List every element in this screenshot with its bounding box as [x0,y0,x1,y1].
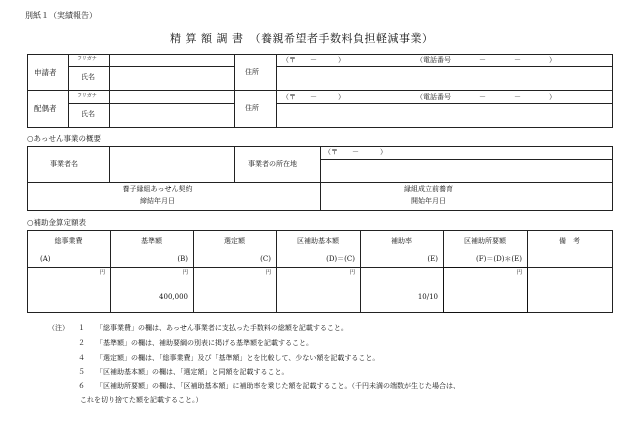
spouse-label: 配偶者 [34,104,57,113]
col-base-amount-label: 区補助基本額 [297,237,339,245]
applicant-postal: （〒 － ） [282,56,345,64]
note-text: 「区補助基本額」の欄は、「選定額」と同額を記載すること。 [96,368,289,376]
col-selected-label: 選定額 [224,237,245,245]
col-standard-value: 400,000 [159,293,188,301]
spouse-furigana-label: フリガナ [77,93,97,99]
col-standard-code: (B) [177,255,188,263]
trial-start-label-2: 開始年月日 [411,197,446,205]
note-number: １ [78,324,85,332]
note-number: ２ [78,339,85,347]
note-text: 「選定額」の欄は、「総事業費」及び「基準額」とを比較して、少ない額を記載すること。 [96,354,380,362]
applicant-address-label: 住所 [245,68,259,76]
col-rate-value: 10/10 [417,293,438,301]
header-label: 別紙１（実績報告） [25,11,97,20]
note-number: ５ [78,368,85,376]
note-text: 「基準額」の欄は、補助要綱の別表に掲げる基準額を記載すること。 [96,339,313,347]
col-remarks-label: 備 考 [559,237,580,245]
col-required-amount-code: (F)＝(D)＊(E) [476,255,522,263]
operator-name-label: 事業者名 [50,160,78,168]
operator-address-label: 事業者の所在地 [248,160,297,168]
col-rate-label: 補助率 [391,237,412,245]
spouse-phone: （電話番号 － － ） [416,93,556,101]
col-required-amount-unit: 円 [516,270,522,276]
col-required-amount-label: 区補助所要額 [464,237,506,245]
note-continuation: これを切り捨てた額を記載すること。） [80,396,203,404]
spouse-postal: （〒 － ） [282,93,345,101]
col-base-amount-unit: 円 [349,270,355,276]
note-number: ６ [78,382,85,390]
page-title: 精 算 額 調 書 （養親希望者手数料負担軽減事業） [170,32,434,45]
col-total-cost-label: 総事業費 [54,237,83,245]
col-selected-unit: 円 [265,270,271,276]
applicant-furigana-label: フリガナ [77,56,97,62]
col-rate-code: (E) [427,255,438,263]
col-selected-code: (C) [260,255,271,263]
subsidy-section-heading: ○補助金算定額表 [27,218,87,227]
col-base-amount-code: (D)＝(C) [326,255,355,263]
contract-date-label-1: 養子縁組あっせん契約 [122,185,193,193]
col-total-cost-code: (A) [40,255,51,263]
note-number: ４ [78,354,85,362]
notes-prefix: （注） [48,324,69,332]
note-text: 「総事業費」の欄は、あっせん事業者に支払った手数料の総額を記載すること。 [96,324,348,332]
applicant-label: 申請者 [34,68,57,77]
trial-start-label-1: 縁組成立前養育 [404,185,453,193]
applicant-phone: （電話番号 － － ） [416,56,556,64]
note-text: 「区補助所要額」の欄は、「区補助基本額」に補助率を乗じた額を記載すること。（千円未満の端数が生じた場合は、 [96,382,460,390]
contract-date-label-2: 締結年月日 [140,197,175,205]
operator-postal: （〒 － ） [324,148,387,156]
spouse-address-label: 住所 [245,104,259,112]
col-standard-label: 基準額 [141,237,162,245]
applicant-name-label: 氏名 [81,73,95,81]
agency-section-heading: ○あっせん事業の概要 [27,134,101,143]
col-total-cost-unit: 円 [99,270,105,276]
col-standard-unit: 円 [182,270,188,276]
spouse-name-label: 氏名 [81,110,95,118]
